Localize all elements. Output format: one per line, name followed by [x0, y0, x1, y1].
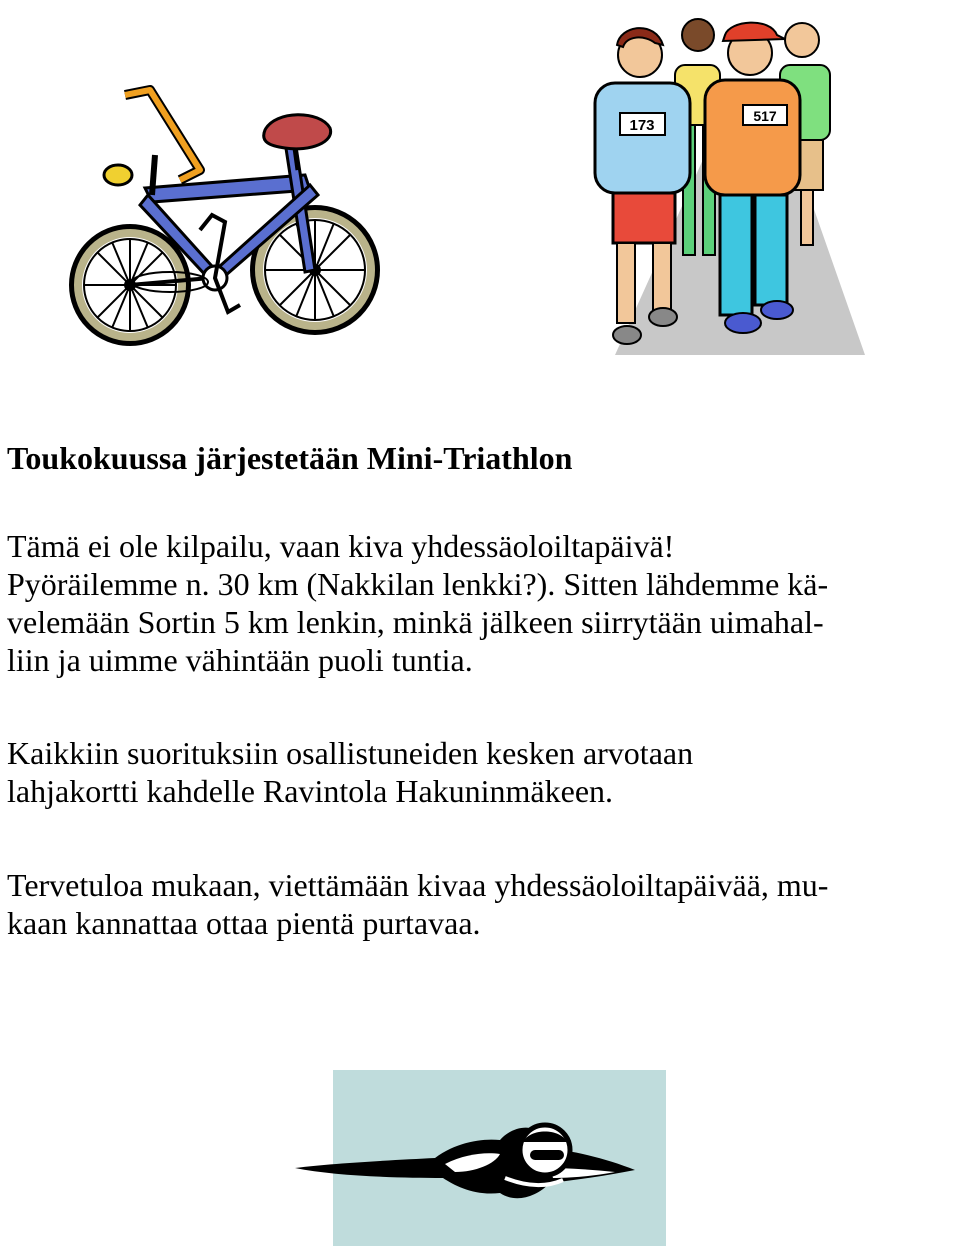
text-line: velemään Sortin 5 km lenkin, minkä jälkeen siirrytään uimahal- [7, 604, 824, 640]
text-line: Tämä ei ole kilpailu, vaan kiva yhdessäoloiltapäivä! [7, 528, 675, 564]
bike-frame [130, 140, 318, 285]
paragraph-welcome [7, 866, 955, 942]
handlebar [104, 90, 200, 195]
swimmer-icon [295, 1068, 670, 1248]
paragraph-prize [7, 734, 955, 810]
bib-173: 173 [629, 117, 655, 134]
text-line: Kaikkiin suorituksiin osallistuneiden kesken arvotaan [7, 735, 694, 771]
text-line: kaan kannattaa ottaa pientä purtavaa. [7, 905, 481, 941]
text-line: lahjakortti kahdelle Ravintola Hakuninmäkeen. [7, 773, 614, 809]
text-line: Pyöräilemme n. 30 km (Nakkilan lenkki?). Sitten lähdemme kä- [7, 566, 829, 602]
paragraph-intro [7, 527, 955, 679]
saddle [264, 115, 331, 170]
walkers-icon [555, 5, 870, 355]
page-title: Toukokuussa järjestetään Mini-Triathlon [7, 440, 573, 476]
bicycle-icon [60, 80, 390, 360]
text-line: Tervetuloa mukaan, viettämään kivaa yhdessäoloiltapäivää, mu- [7, 867, 829, 903]
text-line: liin ja uimme vähintään puoli tuntia. [7, 642, 473, 678]
bib-517: 517 [753, 108, 777, 124]
